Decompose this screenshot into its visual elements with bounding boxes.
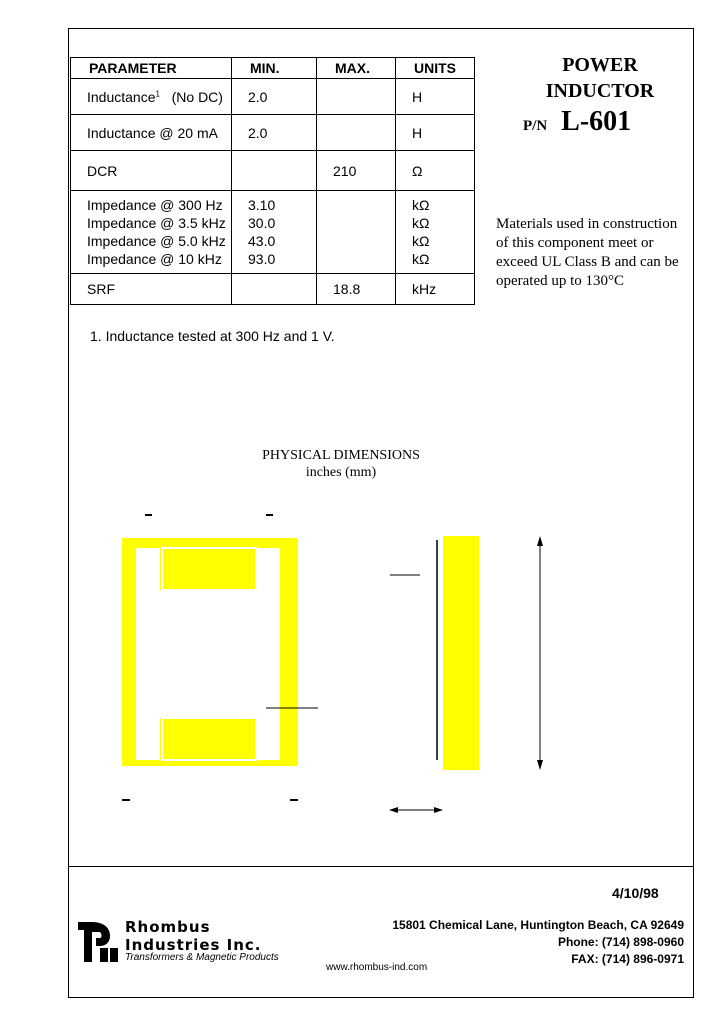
thickness-arrow-left — [389, 807, 398, 813]
max-cell — [317, 115, 396, 151]
table-footnote: 1. Inductance tested at 300 Hz and 1 V. — [90, 328, 335, 344]
top-terminal — [162, 548, 256, 590]
address-line: 15801 Chemical Lane, Huntington Beach, CA 92649 — [392, 918, 684, 932]
fax-line: FAX: (714) 896-0971 — [571, 952, 684, 966]
footer-divider — [68, 866, 694, 867]
dimensions-drawing — [100, 490, 580, 840]
col-header-min: MIN. — [232, 58, 317, 79]
website-link[interactable]: www.rhombus-ind.com — [326, 962, 428, 973]
pn-value: L-601 — [561, 106, 632, 137]
max-cell — [317, 191, 396, 274]
left-pad-top — [136, 548, 160, 590]
min-cell — [232, 274, 317, 305]
table-row — [71, 151, 475, 191]
spec-table — [70, 57, 475, 305]
height-arrow-bottom — [537, 760, 543, 770]
param-cell: Inductance$^1$ (No DC) — [71, 79, 232, 115]
company-contact — [330, 917, 684, 968]
min-cell: 2.0 — [232, 79, 317, 115]
param-cell: Impedance @ 300 Hz Impedance @ 3.5 kHz Impedance @ 5.0 kHz Impedance @ 10 kHz — [71, 191, 232, 274]
revision-date: 4/10/98 — [612, 885, 659, 901]
height-arrow-top — [537, 536, 543, 546]
table-row — [71, 191, 475, 274]
inductor-side-view — [443, 536, 479, 770]
col-header-units: UNITS — [396, 58, 475, 79]
company-tagline: Transformers & Magnetic Products — [125, 952, 279, 963]
table-row — [71, 274, 475, 305]
center-body — [136, 590, 280, 718]
dimensions-title: PHYSICAL DIMENSIONS inches (mm) — [262, 448, 420, 480]
pn-label: P/N — [523, 118, 548, 134]
units-cell: H — [396, 79, 475, 115]
min-cell: 3.10 30.0 43.0 93.0 — [232, 191, 317, 274]
bottom-terminal — [162, 718, 256, 760]
company-name: Rhombus Industries Inc. — [125, 918, 262, 954]
max-cell: 18.8 — [317, 274, 396, 305]
max-cell — [317, 79, 396, 115]
units-cell: kHz — [396, 274, 475, 305]
materials-note: Materials used in construction of this component meet or exceed UL Class B and can be operated up to 130°C — [496, 216, 679, 289]
units-cell: H — [396, 115, 475, 151]
col-header-max: MAX. — [317, 58, 396, 79]
left-pad-bottom — [136, 718, 160, 760]
thickness-arrow-right — [434, 807, 443, 813]
units-cell: kΩ kΩ kΩ kΩ — [396, 191, 475, 274]
param-cell: SRF — [71, 274, 232, 305]
min-cell — [232, 151, 317, 191]
max-cell: 210 — [317, 151, 396, 191]
col-header-parameter: PARAMETER — [71, 58, 232, 79]
rhombus-logo-icon — [78, 918, 118, 962]
right-pad-bottom — [256, 718, 280, 760]
spec-header-row — [71, 58, 475, 79]
phone-line: Phone: (714) 898-0960 — [557, 935, 684, 949]
part-number — [523, 106, 631, 138]
units-cell: Ω — [396, 151, 475, 191]
table-row — [71, 79, 475, 115]
table-row — [71, 115, 475, 151]
min-cell: 2.0 — [232, 115, 317, 151]
product-title: POWER INDUCTOR — [545, 54, 655, 102]
param-cell: Inductance @ 20 mA — [71, 115, 232, 151]
right-pad-top — [256, 548, 280, 590]
param-cell: DCR — [71, 151, 232, 191]
